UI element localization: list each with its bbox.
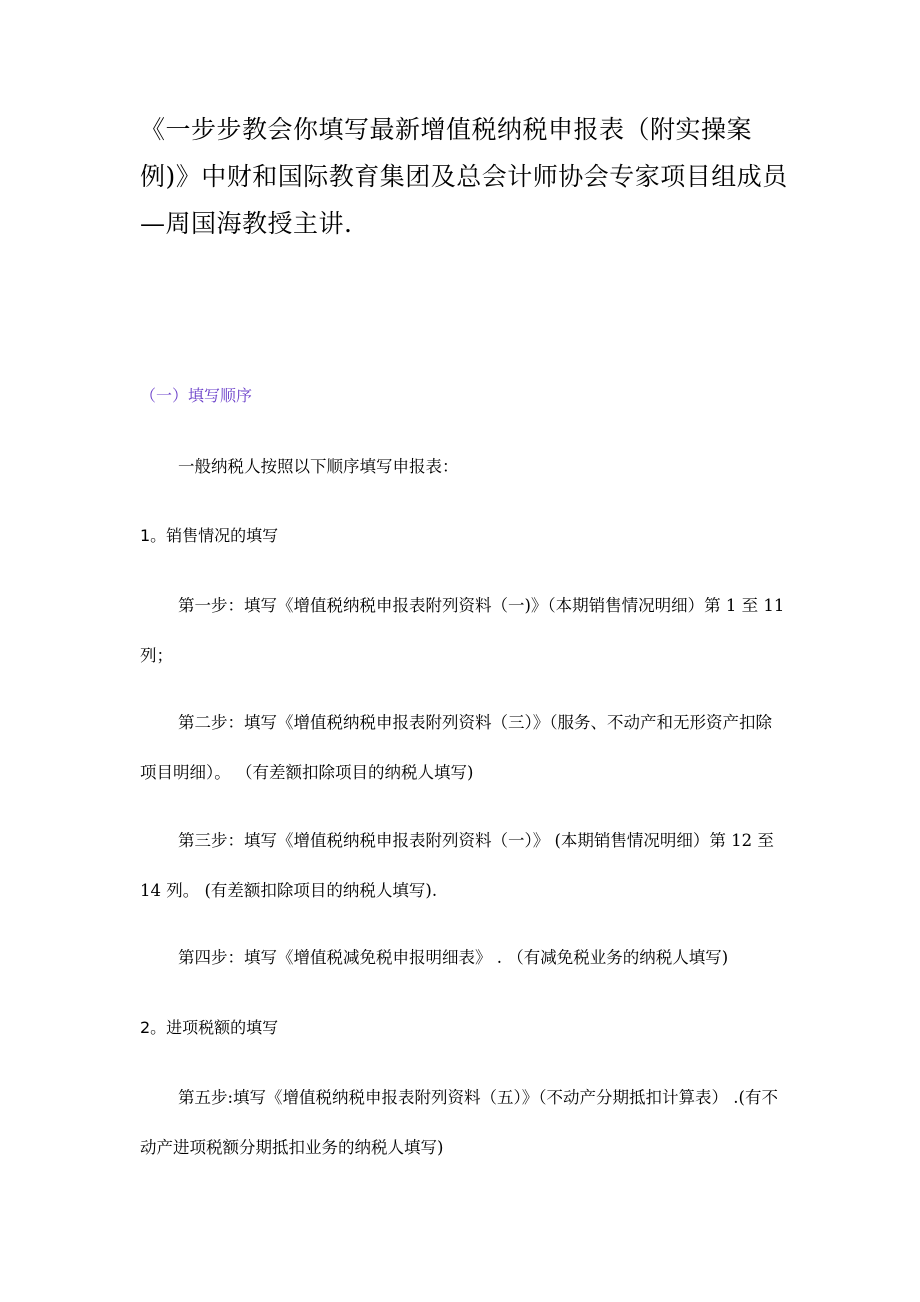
step-2-paragraph: 第二步：填写《增值税纳税申报表附列资料（三）》（服务、不动产和无形资产扣除项目明细）。 （有差额扣除项目的纳税人填写) bbox=[140, 713, 772, 782]
step-3-paragraph: 第三步：填写《增值税纳税申报表附列资料（一）》 (本期销售情况明细）第 12 至 14 列。 (有差额扣除项目的纳税人填写). bbox=[140, 831, 774, 900]
subheading-input-tax: 2。进项税额的填写 bbox=[140, 1018, 279, 1037]
step-1-paragraph: 第一步：填写《增值税纳税申报表附列资料（一)》（本期销售情况明细）第 1 至 11 列； bbox=[140, 596, 785, 665]
step-5-paragraph: 第五步:填写《增值税纳税申报表附列资料（五）》（不动产分期抵扣计算表） .(有不动产进项税额分期抵扣业务的纳税人填写) bbox=[140, 1088, 778, 1157]
document-title: 《一步步教会你填写最新增值税纳税申报表（附实操案例)》中财和国际教育集团及总会计师协会专家项目组成员—周国海教授主讲. bbox=[140, 115, 788, 238]
intro-paragraph: 一般纳税人按照以下顺序填写申报表： bbox=[178, 457, 459, 476]
section-heading: （一）填写顺序 bbox=[140, 386, 253, 405]
subheading-sales: 1。销售情况的填写 bbox=[140, 526, 279, 545]
step-4-paragraph: 第四步：填写《增值税减免税申报明细表》 . （有减免税业务的纳税人填写) bbox=[178, 948, 729, 967]
